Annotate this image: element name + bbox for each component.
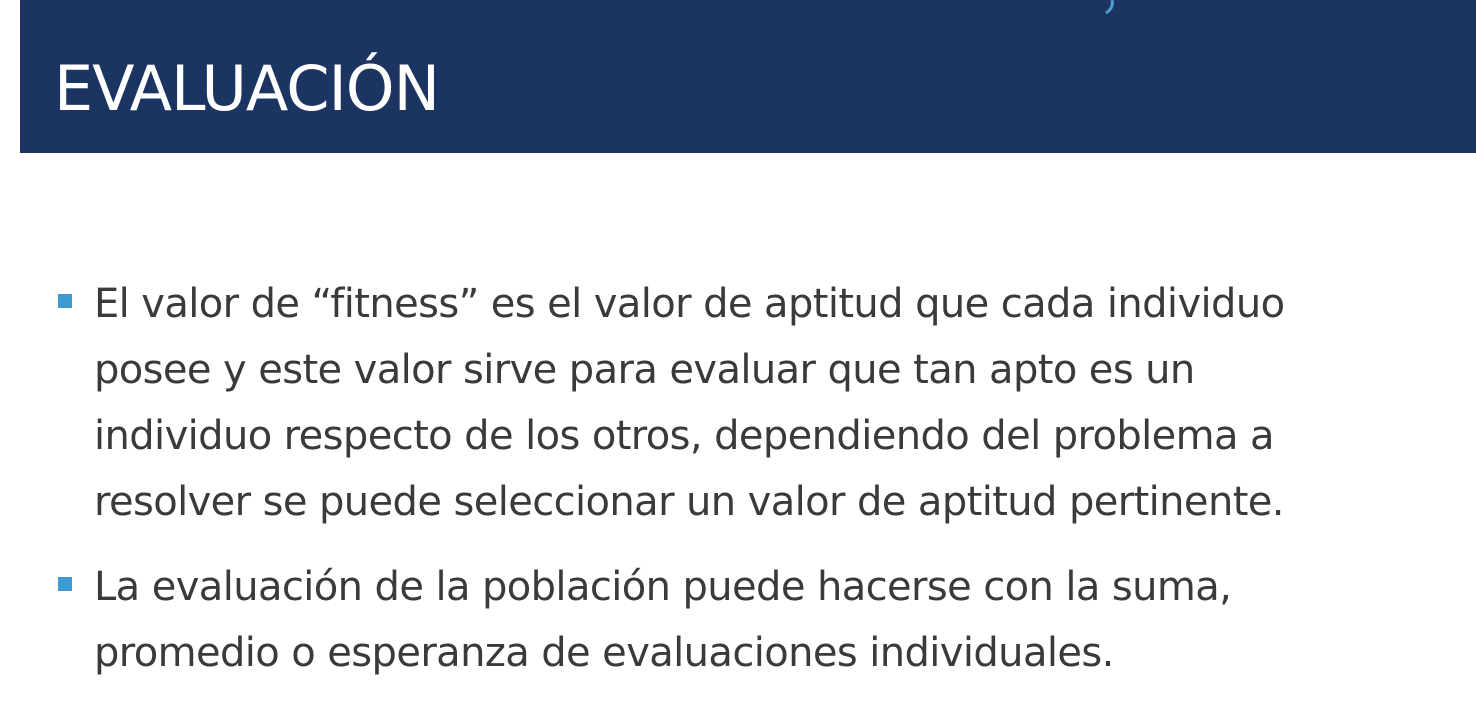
bullet-line: resolver se puede seleccionar un valor de aptitud pertinente. [94, 479, 1284, 525]
bullet-line: posee y este valor sirve para evaluar que tan apto es un [94, 347, 1195, 393]
bullet-line: La evaluación de la población puede hacerse con la suma, [94, 564, 1232, 610]
bullet-square-icon [58, 577, 72, 591]
bullet-line: individuo respecto de los otros, dependiendo del problema a [94, 413, 1274, 459]
bullet-line: promedio o esperanza de evaluaciones individuales. [94, 630, 1114, 676]
bullet-text [94, 271, 1434, 535]
bullet-line: El valor de “fitness” es el valor de aptitud que cada individuo [94, 281, 1285, 327]
bullet-text [94, 554, 1434, 686]
slide-title: EVALUACIÓN [54, 52, 439, 125]
bullet-square-icon [58, 294, 72, 308]
